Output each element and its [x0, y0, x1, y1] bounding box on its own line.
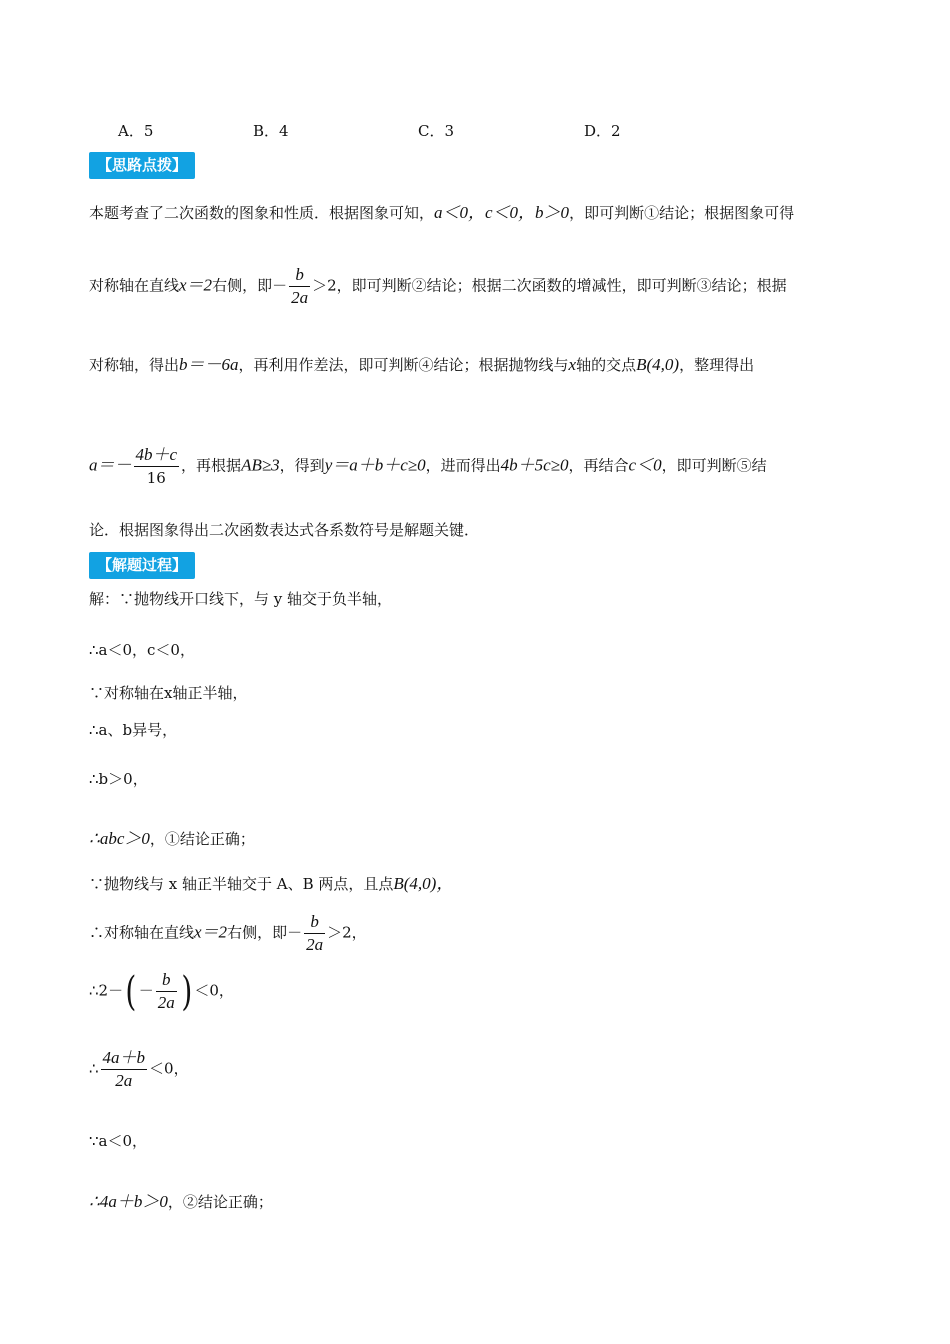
left-paren: (: [125, 968, 137, 1015]
solution-line-4: ∴a、b异号，: [89, 721, 178, 739]
math-4ab: ∴4a＋b＞0: [89, 1192, 168, 1211]
math-b-eq: b＝－6a: [179, 355, 239, 374]
numerator: 4b＋c: [134, 445, 180, 467]
math-point-b: B(4,0): [636, 355, 680, 374]
hint-paragraph-line-4: [89, 445, 767, 488]
math-ab-ge3: AB≥3: [241, 455, 280, 475]
math-lt0: ＜0: [194, 981, 219, 1000]
solution-title-badge: 【解题过程】: [89, 552, 195, 579]
solution-line-11: ∵a＜0，: [89, 1132, 148, 1150]
solution-line-2: ∴a＜0，c＜0，: [89, 641, 195, 659]
math-abc: ∴abc＞0: [89, 829, 150, 848]
text: 右侧，即: [212, 276, 273, 295]
math-point-b-line: B(4,0)，: [393, 874, 454, 893]
fraction-4bc-over-16: [134, 445, 180, 488]
math-x-eq-2: x＝2: [194, 922, 228, 942]
hint-paragraph-line-1: [89, 200, 794, 226]
math-a-eq: a＝－: [89, 455, 132, 475]
option-a: A．5: [118, 122, 154, 140]
numerator: b: [289, 265, 310, 287]
solution-line-1: 解：∵抛物线开口线下，与 y 轴交于负半轴，: [89, 590, 393, 608]
solution-line-9: [89, 970, 234, 1013]
solution-line-6: [89, 826, 255, 852]
hint-paragraph-line-2: [89, 265, 787, 308]
text: ，: [173, 1059, 189, 1078]
math-4b5c: 4b＋5c≥0: [500, 455, 569, 475]
text: ，进而得出: [425, 456, 501, 475]
text: 右侧，即: [227, 923, 288, 942]
math-neg: －: [138, 981, 154, 1000]
text: ，: [218, 981, 234, 1000]
math-therefore: ∴: [89, 1059, 99, 1078]
solution-line-7: [89, 871, 453, 897]
text: ，即可判断①结论；根据图象可得: [569, 204, 795, 222]
option-c: C．3: [418, 122, 455, 140]
text: 轴的交点: [576, 356, 637, 374]
math-signs: a＜0，c＜0，b＞0: [434, 203, 570, 222]
text: ，②结论正确；: [167, 1193, 273, 1211]
solution-line-5: ∴b＞0，: [89, 770, 148, 788]
text: ，①结论正确；: [149, 830, 255, 848]
hint-paragraph-line-5: 论．根据图象得出二次函数表达式各系数符号是解题关键．: [89, 521, 480, 539]
numerator: 4a＋b: [101, 1048, 148, 1070]
numerator: b: [156, 970, 177, 992]
option-d: D．2: [584, 122, 621, 140]
denominator: 2a: [157, 993, 175, 1012]
denominator: 2a: [291, 288, 309, 307]
fraction-4ab-over-2a: [101, 1048, 148, 1091]
text: 本题考查了二次函数的图象和性质．根据图象可知，: [89, 204, 435, 222]
math-two-minus: ∴2－: [89, 981, 124, 1000]
math-y-eq: y＝a＋b＋c≥0: [324, 455, 426, 475]
solution-line-10: [89, 1048, 189, 1091]
text: ∴对称轴在直线: [89, 923, 195, 942]
fraction-b-over-2a: [289, 265, 310, 308]
option-b: B．4: [253, 122, 289, 140]
text: ，再根据: [181, 456, 242, 475]
hint-paragraph-line-3: [89, 352, 754, 378]
text: ，即可判断⑤结: [661, 456, 767, 475]
text: ，即可判断②结论；根据二次函数的增减性，即可判断③结论；根据: [336, 276, 787, 295]
fraction-b-over-2a: [156, 970, 177, 1013]
text: ，整理得出: [679, 356, 755, 374]
math-neg: －: [272, 276, 288, 295]
text: 对称轴在直线: [89, 276, 180, 295]
text: ∵抛物线与 x 轴正半轴交于 A、B 两点，且点: [89, 875, 394, 893]
math-x: x: [568, 355, 577, 374]
text: ，得到: [279, 456, 325, 475]
text: ，再结合: [568, 456, 629, 475]
text: ，再利用作差法，即可判断④结论；根据抛物线与: [238, 356, 569, 374]
hint-title-badge: 【思路点拨】: [89, 152, 195, 179]
solution-line-8: [89, 912, 367, 955]
denominator: 16: [146, 469, 166, 487]
denominator: 2a: [306, 935, 324, 954]
math-x-eq-2: x＝2: [179, 275, 213, 295]
math-gt2: ＞2: [312, 276, 337, 295]
math-gt2: ＞2，: [327, 923, 367, 942]
fraction-b-over-2a: [304, 912, 325, 955]
math-lt0: ＜0: [149, 1059, 174, 1078]
math-c-lt0: c＜0: [628, 455, 662, 475]
text: 对称轴，得出: [89, 356, 180, 374]
math-neg: －: [287, 923, 303, 942]
numerator: b: [304, 912, 325, 934]
solution-line-3: ∵对称轴在x轴正半轴，: [89, 684, 248, 702]
denominator: 2a: [115, 1071, 133, 1090]
right-paren: ): [181, 968, 192, 1015]
solution-line-12: [89, 1189, 273, 1215]
